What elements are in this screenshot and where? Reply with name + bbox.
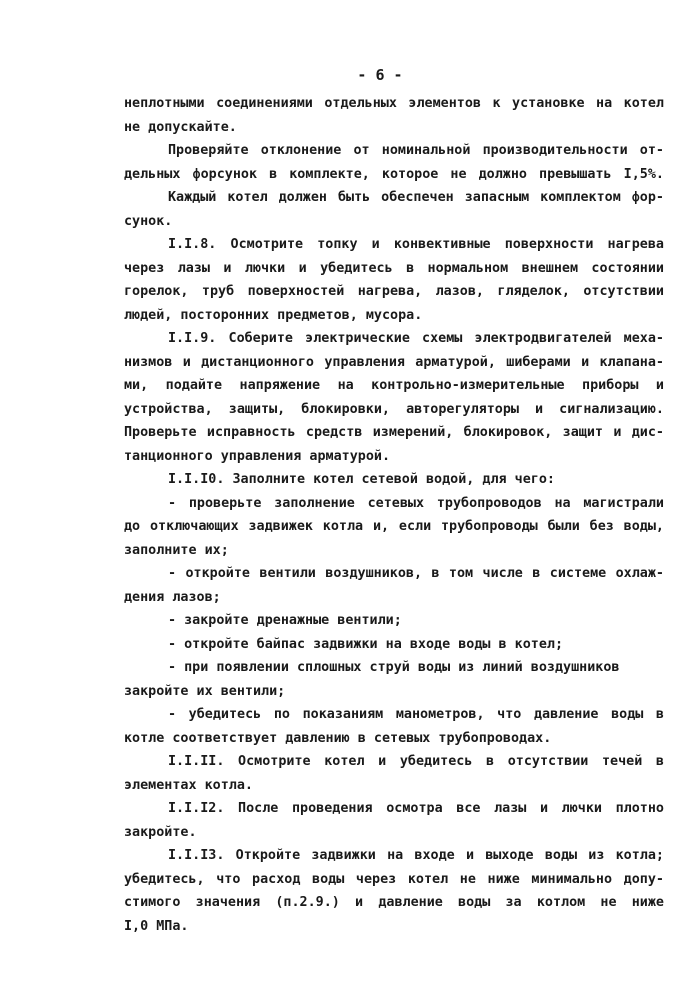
- text-line: людей, посторонних предметов, мусора.: [124, 307, 423, 323]
- text-line: сунок.: [124, 213, 173, 229]
- text-line: Проверьте исправность средств измерений, блокировок, защит и дис-: [124, 425, 664, 440]
- text-line: не допускайте.: [124, 119, 237, 135]
- text-line: Каждый котел должен быть обеспечен запасным комплектом фор-: [168, 190, 664, 205]
- text-line: I.I.9. Соберите электрические схемы электродвигателей меха-: [168, 331, 664, 346]
- text-line: танционного управления арматурой.: [124, 448, 391, 464]
- text-line: котле соответствует давлению в сетевых трубопроводах.: [124, 730, 552, 746]
- text-line: убедитесь, что расход воды через котел не ниже минимально допу-: [124, 871, 664, 887]
- text-line: ми, подайте напряжение на контрольно-измерительные приборы и: [124, 378, 664, 393]
- text-line: устройства, защиты, блокировки, авторегуляторы и сигнализацию.: [124, 401, 664, 417]
- text-line: элементах котла.: [124, 777, 253, 793]
- text-line: - откройте вентили воздушников, в том числе в системе охлаж-: [168, 566, 664, 581]
- text-line: I.I.8. Осмотрите топку и конвективные поверхности нагрева: [168, 237, 664, 252]
- page-number: - 6 -: [357, 66, 403, 84]
- text-line: низмов и дистанционного управления арматурой, шиберами и клапана-: [124, 354, 664, 370]
- text-line: дельных форсунок в комплекте, которое не должно превышать I,5%.: [124, 166, 664, 182]
- text-line: I.I.I3. Откройте задвижки на входе и выходе воды из котла;: [168, 848, 664, 863]
- document-body: [124, 92, 664, 938]
- text-line: до отключающих задвижек котла и, если трубопроводы были без воды,: [124, 519, 664, 534]
- text-line: I.I.I0. Заполните котел сетевой водой, для чего:: [168, 472, 555, 487]
- text-line: заполните их;: [124, 542, 229, 558]
- text-line: - при появлении сплошных струй воды из линий воздушников: [168, 660, 620, 675]
- text-line: горелок, труб поверхностей нагрева, лазов, гляделок, отсутствии: [124, 284, 664, 299]
- text-line: закройте их вентили;: [124, 683, 286, 699]
- text-line: I.I.II. Осмотрите котел и убедитесь в отсутствии течей в: [168, 754, 664, 769]
- text-line: закройте.: [124, 824, 197, 840]
- text-line: I,0 МПа.: [124, 918, 189, 934]
- text-line: - закройте дренажные вентили;: [168, 613, 402, 628]
- text-line: через лазы и лючки и убедитесь в нормальном внешнем состоянии: [124, 260, 664, 276]
- text-line: неплотными соединениями отдельных элементов к установке на котел: [124, 96, 664, 111]
- text-line: - проверьте заполнение сетевых трубопроводов на магистрали: [168, 495, 664, 511]
- text-line: Проверяйте отклонение от номинальной производительности от-: [168, 143, 664, 158]
- text-line: - откройте байпас задвижки на входе воды в котел;: [168, 636, 564, 652]
- text-line: - убедитесь по показаниям манометров, что давление воды в: [168, 707, 664, 722]
- text-line: I.I.I2. После проведения осмотра все лазы и лючки плотно: [168, 801, 664, 816]
- text-line: стимого значения (п.2.9.) и давление воды за котлом не ниже: [124, 895, 664, 910]
- text-line: дения лазов;: [124, 589, 221, 605]
